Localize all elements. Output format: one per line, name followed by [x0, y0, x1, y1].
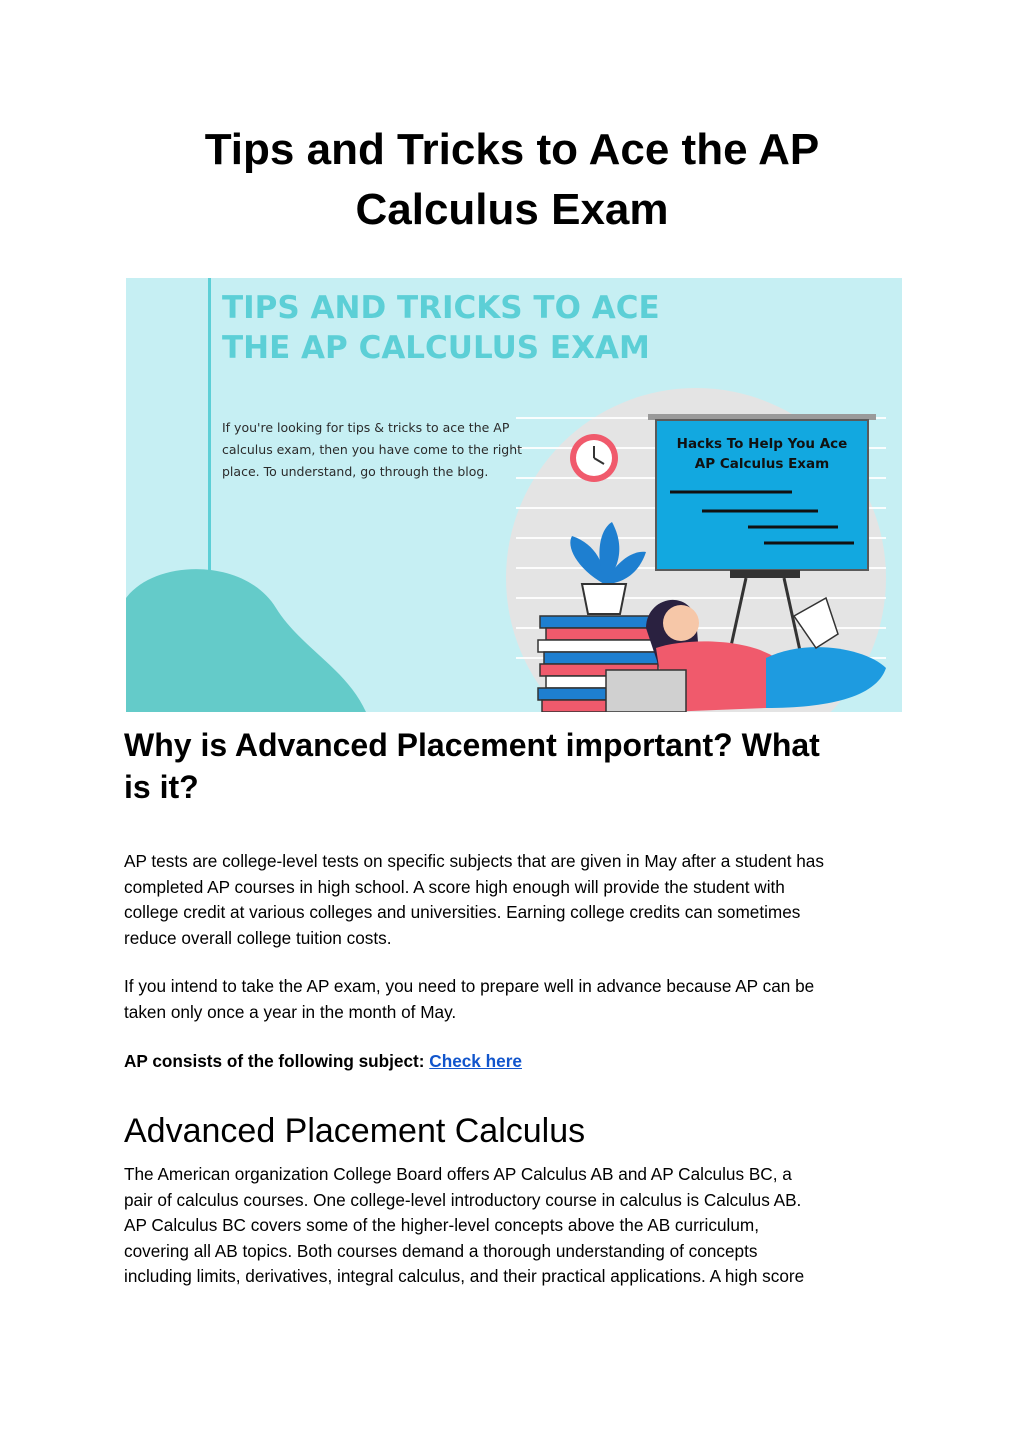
hero-intro-line-3: place. To understand, go through the blog.	[222, 464, 489, 479]
hero-heading-line-2: THE AP CALCULUS EXAM	[222, 330, 650, 366]
check-here-link[interactable]: Check here	[429, 1051, 522, 1071]
page-title-line-2: Calculus Exam	[355, 185, 669, 234]
paragraph-prepare-line-1: If you intend to take the AP exam, you need to prepare well in advance because AP can be	[124, 976, 815, 996]
paragraph-prepare	[124, 974, 904, 1025]
hero-intro-line-1: If you're looking for tips & tricks to ace the AP	[222, 420, 510, 435]
hero-intro-line-2: calculus exam, then you have come to the right	[222, 442, 523, 457]
hero-illustration	[126, 278, 902, 712]
paragraph-ap-tests	[124, 849, 904, 951]
hero-heading-line-1: TIPS AND TRICKS TO ACE	[222, 290, 660, 326]
paragraph-ap-calculus-line-3: AP Calculus BC covers some of the higher-level concepts above the AB curriculum,	[124, 1215, 759, 1236]
paragraph-ap-tests-line-3: college credit at various colleges and universities. Earning college credits can sometimes	[124, 902, 801, 923]
section-heading-why-ap	[124, 724, 900, 808]
board-line-2: AP Calculus Exam	[694, 456, 830, 472]
section-heading-why-ap-line-1: Why is Advanced Placement important? What	[124, 727, 820, 763]
subject-line	[124, 1049, 904, 1075]
paragraph-ap-calculus-line-2: pair of calculus courses. One college-level introductory course in calculus is Calculus AB.	[124, 1189, 802, 1210]
paragraph-ap-tests-line-4: reduce overall college tuition costs.	[124, 927, 392, 948]
hero-illustration-svg	[126, 278, 902, 712]
page-title-line-1: Tips and Tricks to Ace the AP	[204, 125, 820, 174]
subject-label: AP consists of the following subject:	[124, 1051, 425, 1071]
board-line-1: Hacks To Help You Ace	[676, 436, 848, 452]
paragraph-ap-calculus-line-4: covering all AB topics. Both courses demand a thorough understanding of concepts	[124, 1240, 758, 1261]
teal-blob	[126, 569, 366, 712]
paragraph-ap-tests-line-2: completed AP courses in high school. A score high enough will provide the student with	[124, 876, 785, 897]
section-heading-why-ap-line-2: is it?	[124, 769, 199, 805]
paragraph-ap-calculus	[124, 1162, 904, 1290]
accent-line	[208, 278, 211, 570]
clock-icon	[570, 434, 618, 482]
paragraph-prepare-line-2: taken only once a year in the month of May.	[124, 1001, 457, 1022]
paragraph-ap-calculus-line-1: The American organization College Board offers AP Calculus AB and AP Calculus BC, a	[124, 1164, 792, 1184]
section-heading-ap-calculus: Advanced Placement Calculus	[124, 1112, 586, 1150]
paragraph-ap-calculus-line-5: including limits, derivatives, integral calculus, and their practical applications. A high score	[124, 1266, 805, 1287]
paragraph-ap-tests-line-1: AP tests are college-level tests on specific subjects that are given in May after a student has	[124, 851, 824, 871]
page-title	[124, 120, 900, 240]
